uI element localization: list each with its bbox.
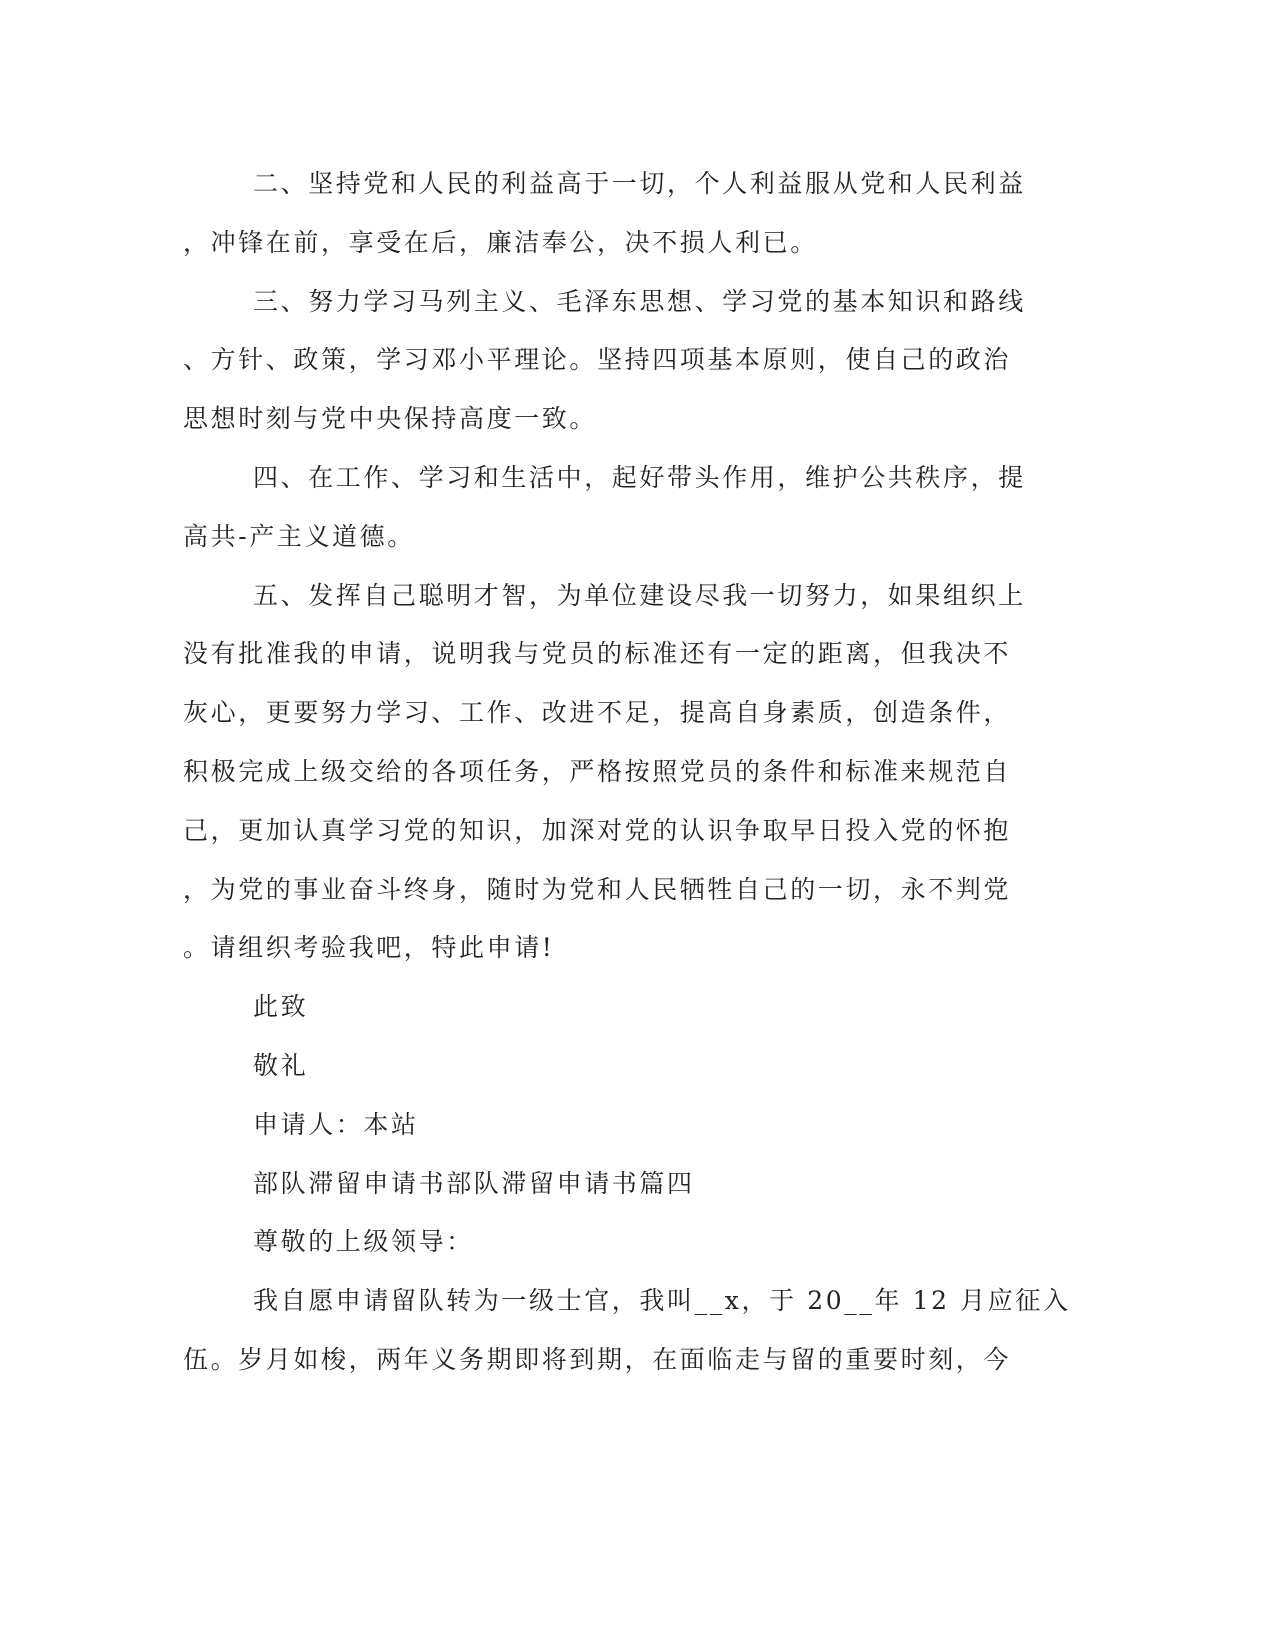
text-line: 二、坚持党和人民的利益高于一切，个人利益服从党和人民利益 — [253, 169, 1026, 198]
text-line: 高共-产主义道德。 — [183, 521, 415, 551]
text-line: 。请组织考验我吧，特此申请! — [183, 933, 555, 963]
text-line: ，为党的事业奋斗终身，随时为党和人民牺牲自己的一切，永不判党 — [183, 874, 1012, 904]
text-line: 伍。岁月如梭，两年义务期即将到期，在面临走与留的重要时刻，今 — [183, 1344, 1012, 1374]
text-line: 、方针、政策，学习邓小平理论。坚持四项基本原则，使自己的政治 — [183, 345, 1012, 375]
greeting-line: 尊敬的上级领导： — [253, 1227, 474, 1257]
applicant-line: 申请人：本站 — [253, 1109, 419, 1139]
section-heading: 部队滞留申请书部队滞留申请书篇四 — [253, 1168, 695, 1198]
text-line: 积极完成上级交给的各项任务，严格按照党员的条件和标准来规范自 — [183, 756, 1012, 786]
text-line: 三、努力学习马列主义、毛泽东思想、学习党的基本知识和路线 — [253, 286, 1026, 316]
text-line: 五、发挥自己聪明才智，为单位建设尽我一切努力，如果组织上 — [253, 580, 1026, 610]
closing-line: 此致 — [253, 992, 309, 1022]
salutation-line: 敬礼 — [253, 1050, 309, 1080]
text-line: 四、在工作、学习和生活中，起好带头作用，维护公共秩序，提 — [253, 462, 1026, 492]
text-line: 灰心，更要努力学习、工作、改进不足，提高自身素质，创造条件， — [183, 698, 1012, 728]
text-line: 思想时刻与党中央保持高度一致。 — [183, 404, 598, 434]
text-line: 我自愿申请留队转为一级士官，我叫__x，于 20__年 12 月应征入 — [253, 1286, 1071, 1316]
text-line: 己，更加认真学习党的知识，加深对党的认识争取早日投入党的怀抱 — [183, 815, 1012, 845]
text-line: 没有批准我的申请，说明我与党员的标准还有一定的距离，但我决不 — [183, 639, 1012, 669]
text-line: ，冲锋在前，享受在后，廉洁奉公，决不损人利已。 — [183, 227, 818, 257]
document-body — [183, 155, 1071, 1390]
